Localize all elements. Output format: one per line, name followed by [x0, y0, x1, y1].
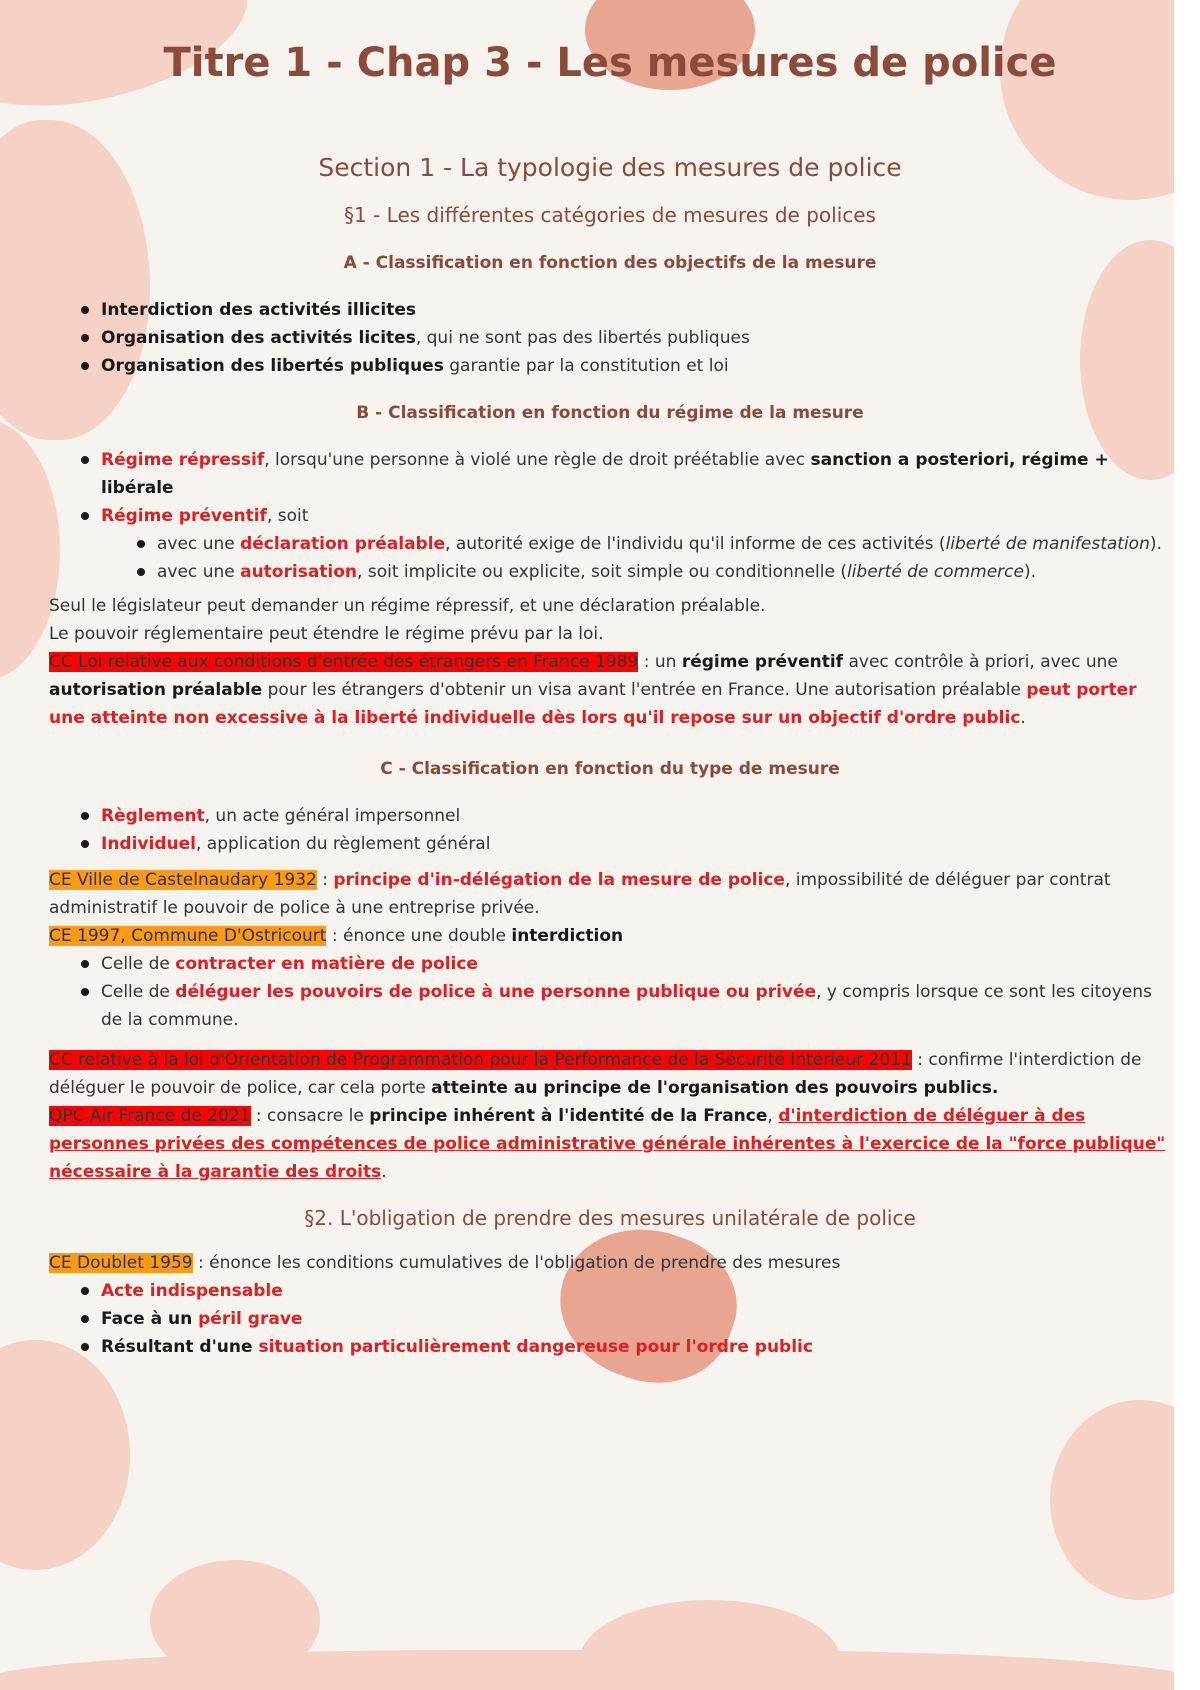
paragraph: Seul le législateur peut demander un régime répressif, et une déclaration préalable. [49, 596, 766, 616]
case-cc-1989: CC Loi relative aux conditions d'entrée des étrangers en France 1989 : un régime préventif avec contrôle à priori, avec une autorisation préalable pour les étrangers d'obtenir un visa avant l'entrée en France. Une autorisation préalable peut porter une atteinte non excessive à la liberté individuelle dès lors qu'il repose sur un objectif d'ordre public. [49, 652, 1137, 728]
subsection-heading: §1 - Les différentes catégories de mesures de polices [344, 203, 876, 227]
case-block [49, 866, 1171, 1034]
case-reference: CE Ville de Castelnaudary 1932 [49, 870, 317, 890]
list-item: Organisation des activités licites, qui ne sont pas des libertés publiques [101, 324, 1171, 352]
decor-blob [1050, 1400, 1174, 1600]
list-item: Acte indispensable [101, 1277, 1171, 1305]
list-a [49, 296, 1171, 380]
list-item: avec une déclaration préalable, autorité exige de l'individu qu'il informe de ces activités (liberté de manifestation). [157, 530, 1171, 558]
heading-c: C - Classification en fonction du type de mesure [380, 759, 840, 779]
case-block [49, 1046, 1171, 1186]
list-item: Individuel, application du règlement général [101, 830, 1171, 858]
case-qpc-2021: QPC Air France de 2021 : consacre le principe inhérent à l'identité de la France, d'interdiction de déléguer à des personnes privées des compétences de police administrative générale inhérentes à l'exercice de la "force publique" nécessaire à la garantie des droits. [49, 1106, 1166, 1182]
list-item: Résultant d'une situation particulièrement dangereuse pour l'ordre public [101, 1333, 1171, 1361]
paragraph: Le pouvoir réglementaire peut étendre le régime prévu par la loi. [49, 624, 604, 644]
section-heading: Section 1 - La typologie des mesures de police [318, 153, 902, 182]
list-b [49, 446, 1171, 586]
list-item: Règlement, un acte général impersonnel [101, 802, 1171, 830]
case-cc-2011: CC relative à la loi d'Orientation de Programmation pour la Performance de la Sécurité Intérieur 2011 : confirme l'interdiction de déléguer le pouvoir de police, car cela porte atteinte au principe de l'organisation des pouvoirs publics. [49, 1050, 1142, 1098]
paragraph-block [49, 592, 1171, 732]
case-ce-1997: CE 1997, Commune D'Ostricourt : énonce une double interdiction [49, 926, 624, 946]
list-item: Régime préventif, soit avec une déclaration préalable, autorité exige de l'individu qu'il informe de ces activités (liberté de manifestation). avec une autorisation, soit implicite ou explicite, soit simple ou conditionnelle (liberté de commerce). [101, 502, 1171, 586]
case-reference: QPC Air France de 2021 [49, 1106, 251, 1126]
subsection-heading: §2. L'obligation de prendre des mesures unilatérale de police [304, 1206, 916, 1230]
case-ce-1932: CE Ville de Castelnaudary 1932 : principe d'in-délégation de la mesure de police, impossibilité de déléguer par contrat administratif le pouvoir de police à une entreprise privée. [49, 870, 1111, 918]
list-item: avec une autorisation, soit implicite ou explicite, soit simple ou conditionnelle (liberté de commerce). [157, 558, 1171, 586]
list-item: Face à un péril grave [101, 1305, 1171, 1333]
heading-b: B - Classification en fonction du régime de la mesure [356, 403, 864, 423]
case-block [49, 1249, 1171, 1361]
list-item: Régime répressif, lorsqu'une personne à violé une règle de droit préétablie avec sanction a posteriori, régime + libérale [101, 446, 1171, 502]
list-item: Organisation des libertés publiques garantie par la constitution et loi [101, 352, 1171, 380]
case-reference: CE 1997, Commune D'Ostricourt [49, 926, 327, 946]
page-title: Titre 1 - Chap 3 - Les mesures de police [163, 40, 1057, 86]
list-item: Celle de déléguer les pouvoirs de police à une personne publique ou privée, y compris lorsque ce sont les citoyens de la commune. [101, 978, 1171, 1034]
case-reference: CC relative à la loi d'Orientation de Programmation pour la Performance de la Sécurité Intérieur 2011 [49, 1050, 912, 1070]
list-item: Interdiction des activités illicites [101, 296, 1171, 324]
list-item: Celle de contracter en matière de police [101, 950, 1171, 978]
list-c [49, 802, 1171, 858]
heading-a: A - Classification en fonction des objectifs de la mesure [343, 253, 877, 273]
case-reference: CE Doublet 1959 [49, 1253, 193, 1273]
case-reference: CC Loi relative aux conditions d'entrée des étrangers en France 1989 [49, 652, 639, 672]
decor-blob [0, 1650, 1174, 1690]
decor-blob [0, 1340, 130, 1570]
case-ce-1959: CE Doublet 1959 : énonce les conditions cumulatives de l'obligation de prendre des mesures [49, 1253, 841, 1273]
